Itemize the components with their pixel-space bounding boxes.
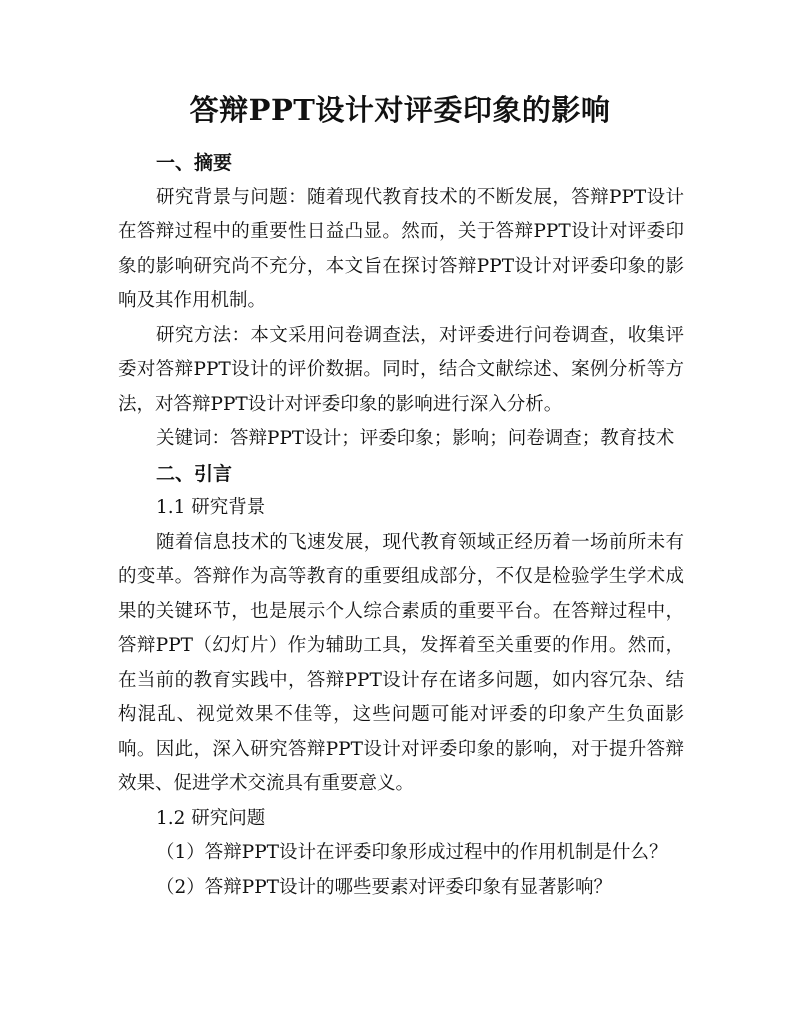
keywords-line: 关键词：答辩PPT设计；评委印象；影响；问卷调查；教育技术 [156,428,675,449]
subsection-research-background: 1.1 研究背景 [156,497,266,518]
abstract-method-paragraph: 研究方法：本文采用问卷调查法，对评委进行问卷调查，收集评委对答辩PPT设计的评价数据。同时，结合文献综述、案例分析等方法，对答辩PPT设计对评委印象的影响进行深入分析。 [118,324,684,415]
abstract-background-paragraph: 研究背景与问题：随着现代教育技术的不断发展，答辩PPT设计在答辩过程中的重要性日益凸显。然而，关于答辩PPT设计对评委印象的影响研究尚不充分，本文旨在探讨答辩PPT设计对评委印象的影响及其作用机制。 [118,186,684,311]
research-question-2: （2）答辩PPT设计的哪些要素对评委印象有显著影响？ [156,876,613,898]
subsection-research-questions: 1.2 研究问题 [156,807,266,829]
document-body [118,146,684,905]
document-title: 答辩PPT设计对评委印象的影响 [189,93,611,127]
abstract-heading: 一、摘要 [156,152,233,174]
research-question-1: （1）答辩PPT设计在评委印象形成过程中的作用机制是什么？ [156,842,668,863]
intro-body-paragraph: 随着信息技术的飞速发展，现代教育领域正经历着一场前所未有的变革。答辩作为高等教育的重要组成部分，不仅是检验学生学术成果的关键环节，也是展示个人综合素质的重要平台。在答辩过程中，答辩PPT（幻灯片）作为辅助工具，发挥着至关重要的作用。然而，在当前的教育实践中，答辩PPT设计存在诸多问题，如内容冗杂、结构混乱、视觉效果不佳等，这些问题可能对评委的印象产生负面影响。因此，深入研究答辩PPT设计对评委印象的影响，对于提升答辩效果、促进学术交流具有重要意义。 [118,531,684,794]
intro-heading: 二、引言 [156,462,233,485]
